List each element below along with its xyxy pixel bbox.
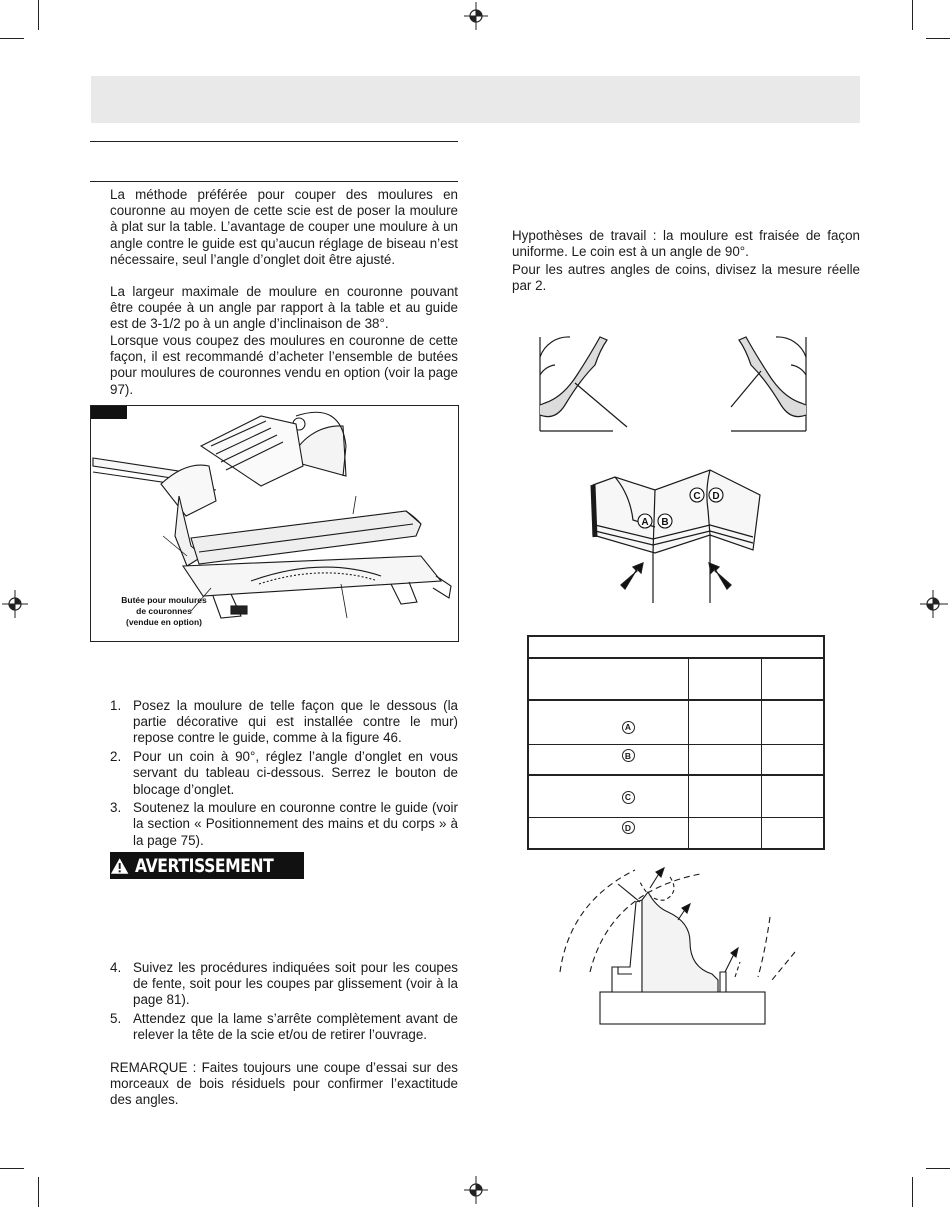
miter-angle-table — [527, 635, 825, 850]
crop-mark — [912, 1177, 913, 1207]
intro-paragraph: La méthode préférée pour couper des moulures en couronne au moyen de cette scie est de poser la moulure à plat sur la table. L’avantage de couper une moulure à un angle contre le guide est qu’aucun réglage de biseau n’est nécessaire, seul l’angle d’onglet doit être ajusté. — [110, 187, 458, 267]
intro-paragraph: Lorsque vous coupez des moulures en couronne de cette façon, il est recommandé d’acheter l’ensemble de butées pour moulures de couronnes vendu en option (voir la page 97). — [110, 333, 458, 397]
table-cell — [689, 658, 762, 700]
table-cell — [528, 744, 689, 775]
step-text: Attendez que la lame s’arrête complètement avant de relever la tête de la scie et/ou de retirer l’ouvrage. — [133, 1011, 458, 1043]
crop-mark — [0, 38, 24, 39]
row-label-d: D — [622, 821, 635, 834]
corner-label-b — [658, 514, 672, 528]
molding-profile-diagram — [535, 335, 815, 435]
step-number: 3. — [110, 800, 122, 816]
registration-mark-icon — [460, 1176, 492, 1206]
table-cell — [762, 817, 825, 849]
step-text: Posez la moulure de telle façon que le dessous (la partie décorative qui est installée contre le mur) repose contre le guide, comme à la figure 46. — [133, 698, 458, 746]
step-number: 2. — [110, 749, 122, 765]
warning-triangle-icon — [110, 857, 129, 875]
row-label-a: A — [622, 721, 635, 734]
figure-caption — [109, 595, 219, 628]
step-text: Soutenez la moulure en couronne contre le guide (voir la section « Positionnement des mains et du corps » à la page 75). — [133, 800, 458, 848]
intro-paragraph: La largeur maximale de moulure en couronne pouvant être coupée à un angle par rapport à la table et au guide est de 3-1/2 po à un angle d’inclinaison de 38°. — [110, 284, 458, 332]
crop-mark — [38, 0, 39, 30]
row-label-b: B — [622, 749, 635, 762]
crop-mark — [926, 38, 950, 39]
list-item — [110, 1011, 458, 1043]
table-cell — [689, 775, 762, 817]
table-row — [528, 636, 824, 658]
svg-text:B: B — [661, 517, 669, 528]
table-row — [528, 744, 824, 775]
svg-text:C: C — [693, 491, 701, 502]
row-label-c: C — [622, 791, 635, 804]
saw-figure — [90, 405, 459, 642]
corner-molding-diagram — [585, 465, 770, 605]
caption-line: Butée pour moulures — [121, 595, 207, 605]
registration-mark-icon — [460, 2, 492, 34]
table-cell — [689, 700, 762, 744]
list-item — [110, 800, 458, 849]
table-row — [528, 700, 824, 744]
table-row — [528, 775, 824, 817]
section-rule — [90, 181, 458, 182]
list-item — [110, 749, 458, 798]
table-row — [528, 658, 824, 700]
table-cell — [762, 700, 825, 744]
assumption-paragraph: Pour les autres angles de coins, divisez la mesure réelle par 2. — [512, 262, 860, 294]
assumption-paragraph: Hypothèses de travail : la moulure est fraisée de façon uniforme. Le coin est à un angle de 90°. — [512, 228, 860, 260]
caption-line: (vendue en option) — [125, 617, 203, 627]
corner-label-d — [709, 488, 723, 502]
crop-mark — [926, 1168, 950, 1169]
step-number: 4. — [110, 960, 122, 975]
warning-label: AVERTISSEMENT — [135, 854, 274, 877]
warning-badge — [110, 852, 304, 879]
table-cell — [689, 817, 762, 849]
step-text: Suivez les procédures indiquées soit pour les coupes de fente, soit pour les coupes par glissement (voir à la page 81). — [133, 960, 458, 1008]
registration-mark-icon — [918, 588, 950, 620]
caption-line: de couronnes — [136, 606, 192, 616]
note-paragraph: REMARQUE : Faites toujours une coupe d’essai sur des morceaux de bois résiduels pour confirmer l’exactitude des angles. — [110, 1060, 458, 1108]
corner-label-a — [638, 514, 652, 528]
section-rule — [90, 141, 458, 142]
crop-mark — [38, 1177, 39, 1207]
steps-list — [110, 698, 458, 851]
table-cell — [528, 700, 689, 744]
step-number: 5. — [110, 1011, 122, 1027]
table-cell — [762, 744, 825, 775]
table-cell — [689, 744, 762, 775]
registration-mark-icon — [0, 588, 30, 620]
crop-mark — [0, 1168, 24, 1169]
svg-text:D: D — [712, 491, 720, 502]
step-number: 1. — [110, 698, 122, 713]
cross-section-diagram — [540, 862, 800, 1027]
step-text: Pour un coin à 90°, réglez l’angle d’onglet en vous servant du tableau ci-dessous. Serrez le bouton de blocage d’onglet. — [133, 749, 458, 797]
table-cell — [762, 658, 825, 700]
table-row — [528, 817, 824, 849]
table-header-cell — [528, 636, 824, 658]
corner-label-c — [690, 488, 704, 502]
table-cell — [528, 817, 689, 849]
table-cell — [528, 775, 689, 817]
table-cell — [762, 775, 825, 817]
header-band — [91, 76, 860, 123]
svg-text:A: A — [641, 517, 649, 528]
list-item — [110, 960, 458, 1009]
list-item — [110, 698, 458, 747]
crop-mark — [912, 0, 913, 30]
table-cell — [528, 658, 689, 700]
steps-list — [110, 960, 458, 1046]
